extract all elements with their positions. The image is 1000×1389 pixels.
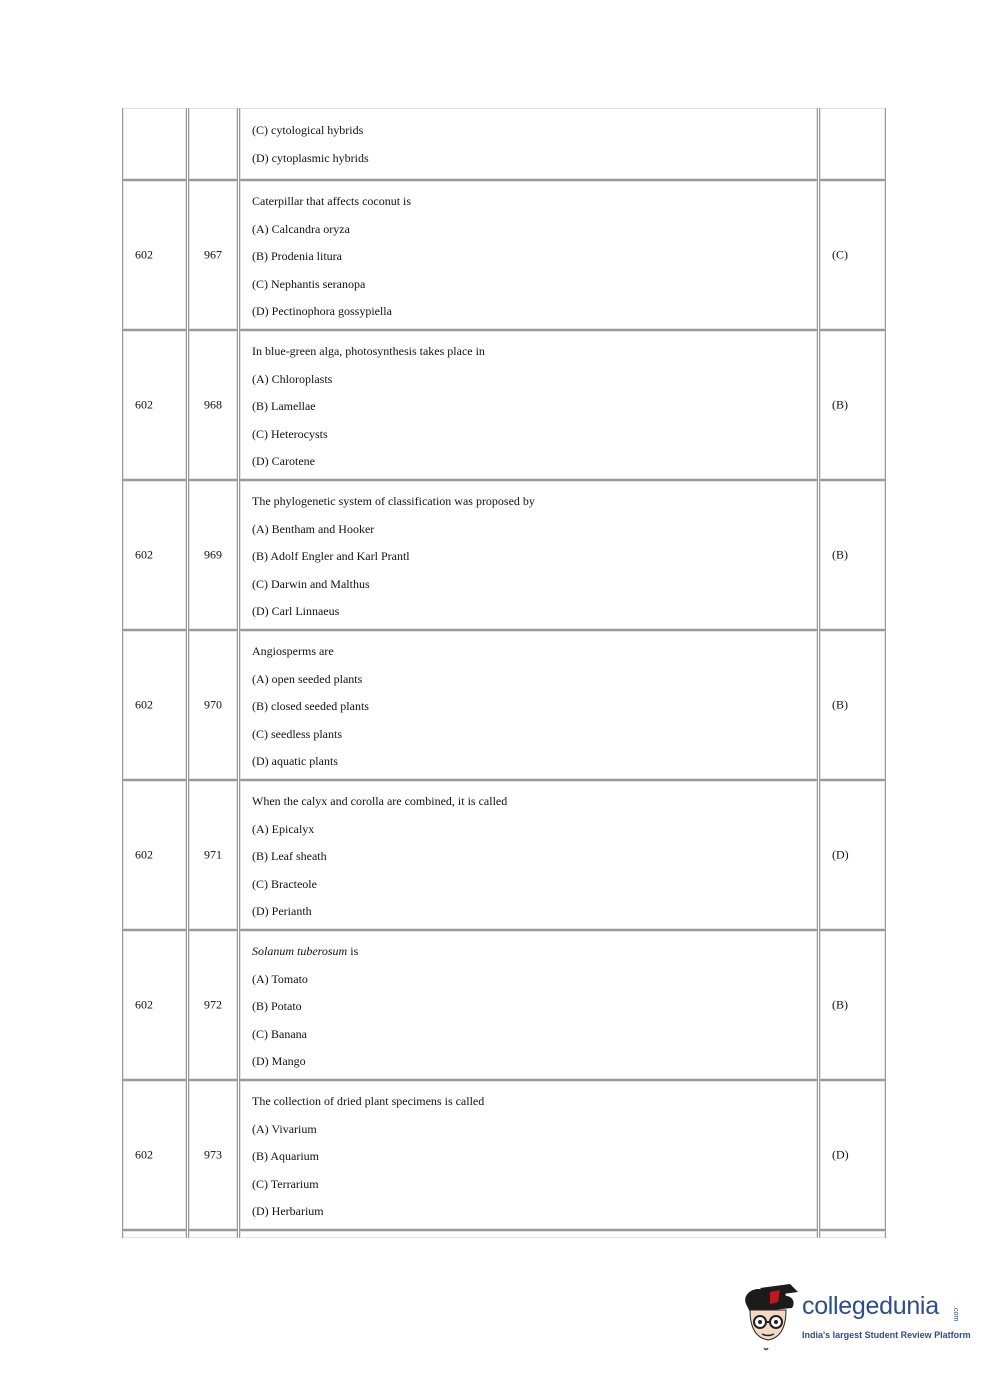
option-line: (D) Carotene bbox=[252, 454, 315, 469]
answer-cell: (B) bbox=[819, 630, 886, 780]
table-row-continued bbox=[122, 1230, 886, 1238]
answer-cell: (C) bbox=[819, 180, 886, 330]
question-stem: Solanum tuberosum is bbox=[252, 944, 359, 958]
option-line: (B) Potato bbox=[252, 999, 302, 1014]
question-cell bbox=[239, 930, 818, 1080]
option-line: (B) Aquarium bbox=[252, 1149, 319, 1164]
code-cell: 602 bbox=[122, 480, 187, 630]
table-row bbox=[122, 1080, 886, 1230]
number-cell: 972 bbox=[188, 930, 238, 1080]
question-cell bbox=[239, 1230, 818, 1238]
question-stem: The collection of dried plant specimens is called bbox=[252, 1094, 485, 1108]
number-cell: 970 bbox=[188, 630, 238, 780]
answer-cell: (D) bbox=[819, 780, 886, 930]
code-cell: 602 bbox=[122, 1080, 187, 1230]
answer-cell bbox=[819, 1230, 886, 1238]
number-cell: 968 bbox=[188, 330, 238, 480]
option-line: (D) Carl Linnaeus bbox=[252, 604, 340, 619]
code-cell bbox=[122, 108, 187, 180]
question-table bbox=[122, 108, 886, 1238]
option-line: (B) Lamellae bbox=[252, 399, 316, 414]
table-row bbox=[122, 180, 886, 330]
question-stem: Angiosperms are bbox=[252, 644, 334, 658]
table-row bbox=[122, 480, 886, 630]
answer-cell: (B) bbox=[819, 480, 886, 630]
table-row-continued bbox=[122, 108, 886, 180]
option-line: (A) open seeded plants bbox=[252, 671, 363, 686]
table-row bbox=[122, 780, 886, 930]
answer-cell: (D) bbox=[819, 1080, 886, 1230]
number-cell: 969 bbox=[188, 480, 238, 630]
question-cell bbox=[239, 630, 818, 780]
option-line: (C) cytological hybrids bbox=[252, 123, 364, 137]
question-stem: Caterpillar that affects coconut is bbox=[252, 194, 412, 208]
question-cell bbox=[239, 108, 818, 180]
answer-cell: (B) bbox=[819, 330, 886, 480]
number-cell bbox=[188, 108, 238, 180]
question-cell bbox=[239, 1080, 818, 1230]
answer-cell bbox=[819, 108, 886, 180]
option-line: (A) Bentham and Hooker bbox=[252, 521, 375, 536]
option-line: (B) Leaf sheath bbox=[252, 849, 327, 864]
option-line: (D) Herbarium bbox=[252, 1204, 324, 1219]
number-cell bbox=[188, 1230, 238, 1238]
option-line: (D) cytoplasmic hybrids bbox=[252, 150, 369, 165]
logo-tagline: India's largest Student Review Platform bbox=[802, 1330, 971, 1340]
code-cell: 602 bbox=[122, 930, 187, 1080]
option-line: (B) closed seeded plants bbox=[252, 699, 369, 714]
table-row bbox=[122, 630, 886, 780]
number-cell: 971 bbox=[188, 780, 238, 930]
answer-cell: (B) bbox=[819, 930, 886, 1080]
number-cell: 973 bbox=[188, 1080, 238, 1230]
option-line: (A) Vivarium bbox=[252, 1121, 317, 1136]
question-cell bbox=[239, 180, 818, 330]
question-cell bbox=[239, 780, 818, 930]
option-line: (C) Banana bbox=[252, 1026, 307, 1041]
option-line: (D) Pectinophora gossypiella bbox=[252, 304, 392, 319]
option-line: (B) Prodenia litura bbox=[252, 249, 342, 264]
option-line: (D) aquatic plants bbox=[252, 754, 338, 769]
code-cell: 602 bbox=[122, 180, 187, 330]
option-line: (C) Bracteole bbox=[252, 876, 317, 891]
code-cell: 602 bbox=[122, 330, 187, 480]
option-line: (C) seedless plants bbox=[252, 726, 342, 741]
option-line: (C) Darwin and Malthus bbox=[252, 576, 370, 591]
collegedunia-logo bbox=[740, 1282, 970, 1354]
question-stem: When the calyx and corolla are combined, it is called bbox=[252, 794, 508, 808]
logo-domain-suffix: .com bbox=[952, 1306, 959, 1322]
option-line: (A) Epicalyx bbox=[252, 821, 315, 836]
number-cell: 967 bbox=[188, 180, 238, 330]
question-cell bbox=[239, 330, 818, 480]
option-line: (C) Nephantis seranopa bbox=[252, 276, 366, 291]
question-stem: In blue-green alga, photosynthesis takes place in bbox=[252, 344, 485, 358]
table-row bbox=[122, 930, 886, 1080]
species-name: Solanum tuberosum bbox=[252, 944, 348, 958]
option-line: (B) Adolf Engler and Karl Prantl bbox=[252, 549, 410, 564]
option-line: (D) Mango bbox=[252, 1054, 306, 1069]
logo-wordmark: collegedunia bbox=[802, 1292, 939, 1320]
question-stem: The phylogenetic system of classification was proposed by bbox=[252, 494, 535, 508]
option-line: (A) Tomato bbox=[252, 971, 308, 986]
option-line: (A) Calcandra oryza bbox=[252, 221, 350, 236]
option-line: (D) Perianth bbox=[252, 904, 312, 919]
option-line: (C) Heterocysts bbox=[252, 426, 328, 441]
question-cell bbox=[239, 480, 818, 630]
code-cell: 602 bbox=[122, 630, 187, 780]
code-cell bbox=[122, 1230, 187, 1238]
option-line: (A) Chloroplasts bbox=[252, 371, 333, 386]
mascot-icon bbox=[740, 1282, 802, 1354]
table-row bbox=[122, 330, 886, 480]
option-line: (C) Terrarium bbox=[252, 1176, 319, 1191]
code-cell: 602 bbox=[122, 780, 187, 930]
